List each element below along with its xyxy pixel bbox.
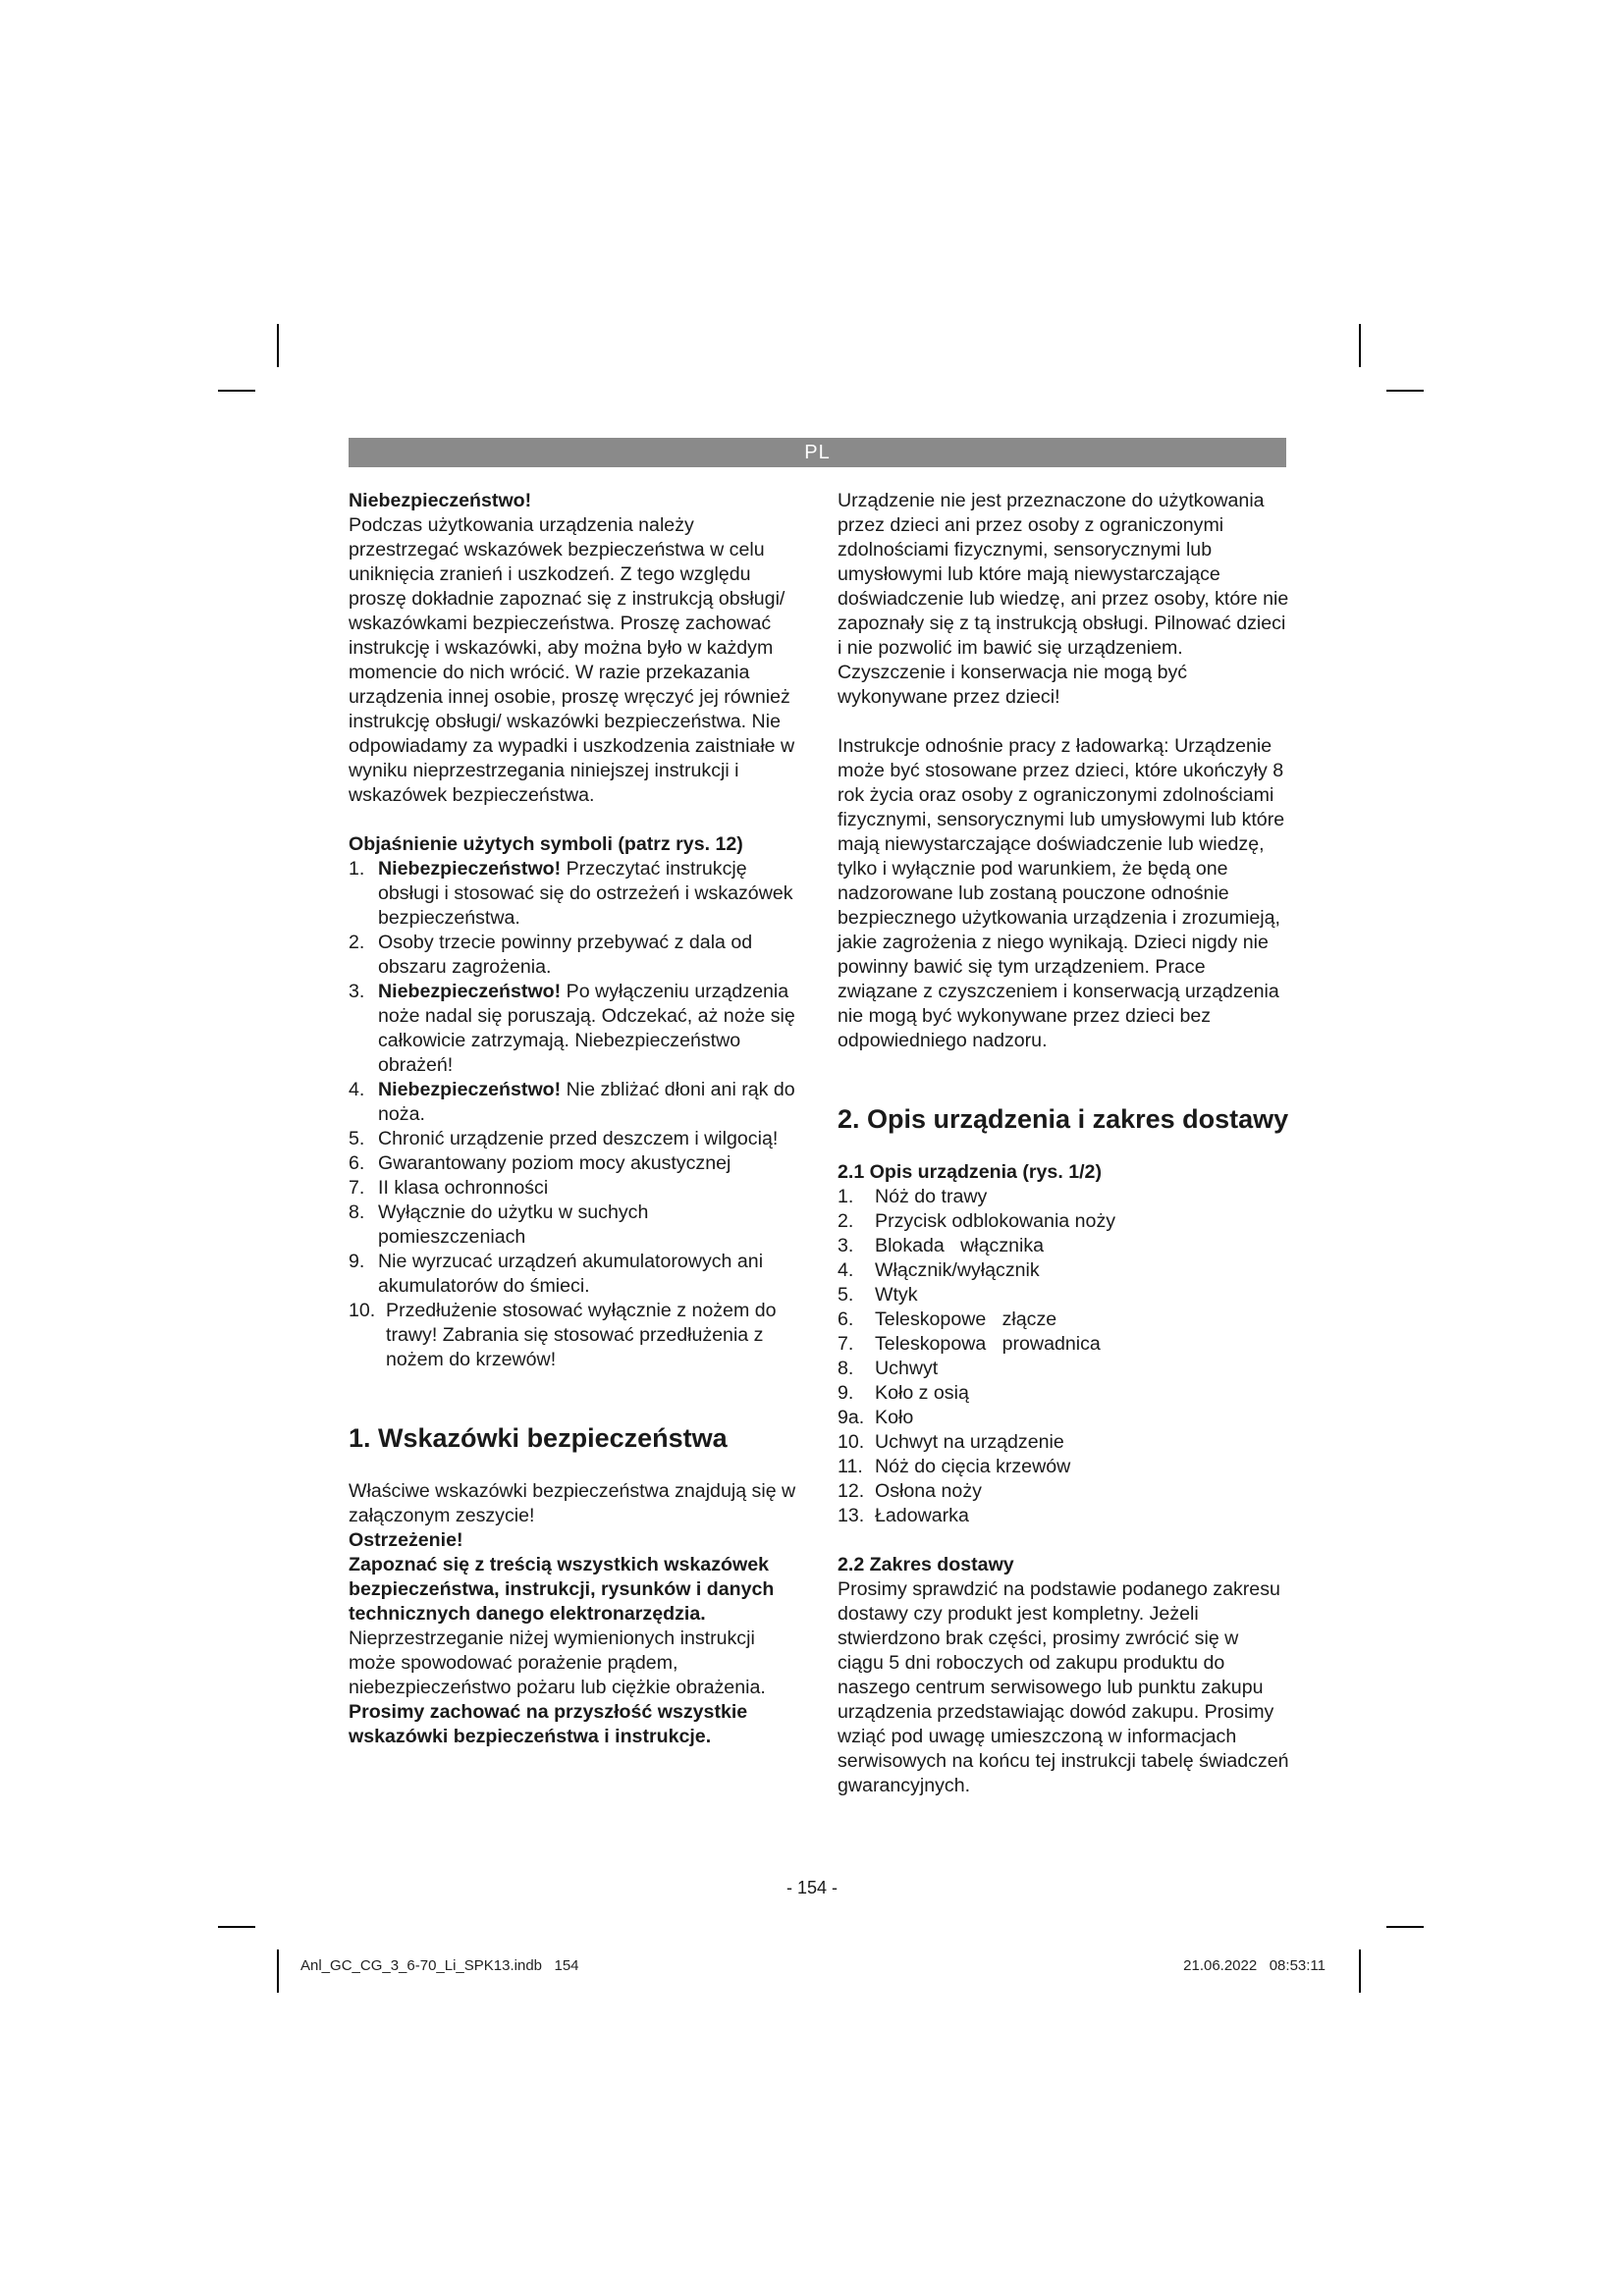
section-2-title: 2. Opis urządzenia i zakres dostawy: [838, 1104, 1289, 1134]
part-item: 4. Włącznik/wyłącznik: [838, 1259, 1040, 1281]
parts-list: [838, 1185, 1289, 1528]
language-bar: [349, 438, 1286, 467]
right-column: [838, 489, 1289, 1798]
symbol-item: 3. Niebezpieczeństwo! Po wyłączeniu urządzenia noże nadal się poruszają. Odczekać, aż noże się całkowicie zatrzymają. Niebezpieczeństwo obrażeń!: [349, 981, 795, 1076]
part-item: 11. Nóż do cięcia krzewów: [838, 1456, 1071, 1477]
part-item: 3. Blokada włącznika: [838, 1235, 1045, 1256]
symbol-item: 7. II klasa ochronności: [349, 1177, 549, 1199]
crop-mark-bottom-right-vertical: [1359, 1949, 1361, 1993]
part-item: 13. Ładowarka: [838, 1505, 969, 1526]
symbol-item: 2. Osoby trzecie powinny przebywać z dala od obszaru zagrożenia.: [349, 932, 753, 978]
warning-bold-text: Zapoznać się z treścią wszystkich wskazówek bezpieczeństwa, instrukcji, rysunków i danych technicznych danego elektronarzędzia.: [349, 1554, 775, 1625]
part-item: 5. Wtyk: [838, 1284, 918, 1306]
warning-paragraph: [349, 1553, 800, 1700]
keep-instructions-text: Prosimy zachować na przyszłość wszystkie wskazówki bezpieczeństwa i instrukcje.: [349, 1701, 748, 1747]
crop-mark-top-right-vertical: [1359, 324, 1361, 367]
footer-file-info: Anl_GC_CG_3_6-70_Li_SPK13.indb 154: [300, 1957, 579, 1974]
danger-title: Niebezpieczeństwo!: [349, 490, 532, 511]
part-item: 10. Uchwyt na urządzenie: [838, 1431, 1064, 1453]
crop-mark-bottom-left-vertical: [277, 1949, 279, 1993]
symbol-item: 5. Chronić urządzenie przed deszczem i wilgocią!: [349, 1128, 779, 1149]
symbol-item: 10. Przedłużenie stosować wyłącznie z nożem do trawy! Zabrania się stosować przedłużenia z nożem do krzewów!: [349, 1300, 777, 1370]
page-number: - 154 -: [785, 1878, 839, 1897]
part-item: 1. Nóż do trawy: [838, 1186, 988, 1207]
danger-text: Podczas użytkowania urządzenia należy przestrzegać wskazówek bezpieczeństwa w celu uniknięcia zranień i uszkodzeń. Z tego względu proszę dokładnie zapoznać się z instrukcją obsługi/ wskazówkami bezpieczeństwa. Proszę zachować instrukcję i wskazówki, aby można było w każdym momencie do nich wrócić. W razie przekazania urządzenia innej osobie, proszę wręczyć jej również instrukcję obsługi/ wskazówki bezpieczeństwa. Nie odpowiadamy za wypadki i uszkodzenia zaistniałe w wyniku nieprzestrzegania niniejszej instrukcji i wskazówek bezpieczeństwa.: [349, 514, 795, 806]
left-column: [349, 489, 800, 1749]
language-code: PL: [804, 442, 831, 463]
footer-timestamp: 21.06.2022 08:53:11: [1183, 1957, 1326, 1974]
crop-mark-top-left-vertical: [277, 324, 279, 367]
warning-text: Nieprzestrzeganie niżej wymienionych instrukcji może spowodować porażenie prądem, niebezpieczeństwo pożaru lub ciężkie obrażenia.: [349, 1628, 766, 1698]
crop-mark-top-right-horizontal: [1386, 390, 1424, 392]
symbol-item: 9. Nie wyrzucać urządzeń akumulatorowych ani akumulatorów do śmieci.: [349, 1251, 764, 1297]
crop-mark-bottom-left-horizontal: [218, 1926, 255, 1928]
symbol-item: 6. Gwarantowany poziom mocy akustycznej: [349, 1152, 731, 1174]
part-item: 7. Teleskopowa prowadnica: [838, 1333, 1101, 1355]
part-item: 9. Koło z osią: [838, 1382, 969, 1404]
subsection-2-2-title: 2.2 Zakres dostawy: [838, 1554, 1014, 1575]
symbol-item: 8. Wyłącznie do użytku w suchych pomieszczeniach: [349, 1201, 649, 1248]
crop-mark-top-left-horizontal: [218, 390, 255, 392]
part-item: 8. Uchwyt: [838, 1358, 939, 1379]
crop-mark-bottom-right-horizontal: [1386, 1926, 1424, 1928]
charger-instructions-text: Instrukcje odnośnie pracy z ładowarką: Urządzenie może być stosowane przez dzieci, które ukończyły 8 rok życia oraz osoby z ograniczonymi zdolnościami fizycznymi, sensorycznymi lub umysłowymi lub które mają niewystarczające doświadczenie lub wiedzę, tylko i wyłącznie pod warunkiem, że będą one nadzorowane lub zostaną pouczone odnośnie bezpiecznego użytkowania urządzenia i zrozumieją, jakie zagrożenia z niego wynikają. Dzieci nigdy nie powinny bawić się tym urządzeniem. Prace związane z czyszczeniem i konserwacją urządzenia nie mogą być wykonywane przez dzieci bez odpowiedniego nadzoru.: [838, 735, 1285, 1051]
subsection-2-1-title: 2.1 Opis urządzenia (rys. 1/2): [838, 1161, 1102, 1183]
part-item: 9a. Koło: [838, 1407, 914, 1428]
children-warning-text: Urządzenie nie jest przeznaczone do użytkowania przez dzieci ani przez osoby z ograniczonymi zdolnościami fizycznymi, sensorycznymi lub umysłowymi lub które mają niewystarczające doświadczenie lub wiedzę, ani przez osoby, które nie zapoznały się z tą instrukcją obsługi. Pilnować dzieci i nie pozwolić im bawić się urządzeniem. Czyszczenie i konserwacja nie mogą być wykonywane przez dzieci!: [838, 490, 1289, 708]
symbol-item: 1. Niebezpieczeństwo! Przeczytać instrukcję obsługi i stosować się do ostrzeżeń i wskazówek bezpieczeństwa.: [349, 858, 793, 929]
part-item: 6. Teleskopowe złącze: [838, 1308, 1057, 1330]
symbol-item: 4. Niebezpieczeństwo! Nie zbliżać dłoni ani rąk do noża.: [349, 1079, 795, 1125]
section-1-title: 1. Wskazówki bezpieczeństwa: [349, 1423, 728, 1453]
symbols-list: [349, 857, 800, 1372]
part-item: 2. Przycisk odblokowania noży: [838, 1210, 1116, 1232]
symbols-title: Objaśnienie użytych symboli (patrz rys. 12): [349, 833, 743, 855]
warning-title: Ostrzeżenie!: [349, 1529, 463, 1551]
delivery-scope-text: Prosimy sprawdzić na podstawie podanego zakresu dostawy czy produkt jest kompletny. Jeżeli stwierdzono brak części, prosimy zwrócić się w ciągu 5 dni roboczych od zakupu produktu do naszego centrum serwisowego lub punktu zakupu urządzenia przedstawiając dowód zakupu. Prosimy wziąć pod uwagę umieszczoną w informacjach serwisowych na końcu tej instrukcji tabelę świadczeń gwarancyjnych.: [838, 1578, 1289, 1796]
part-item: 12. Osłona noży: [838, 1480, 982, 1502]
section-1-text: Właściwe wskazówki bezpieczeństwa znajdują się w załączonym zeszycie!: [349, 1480, 796, 1526]
